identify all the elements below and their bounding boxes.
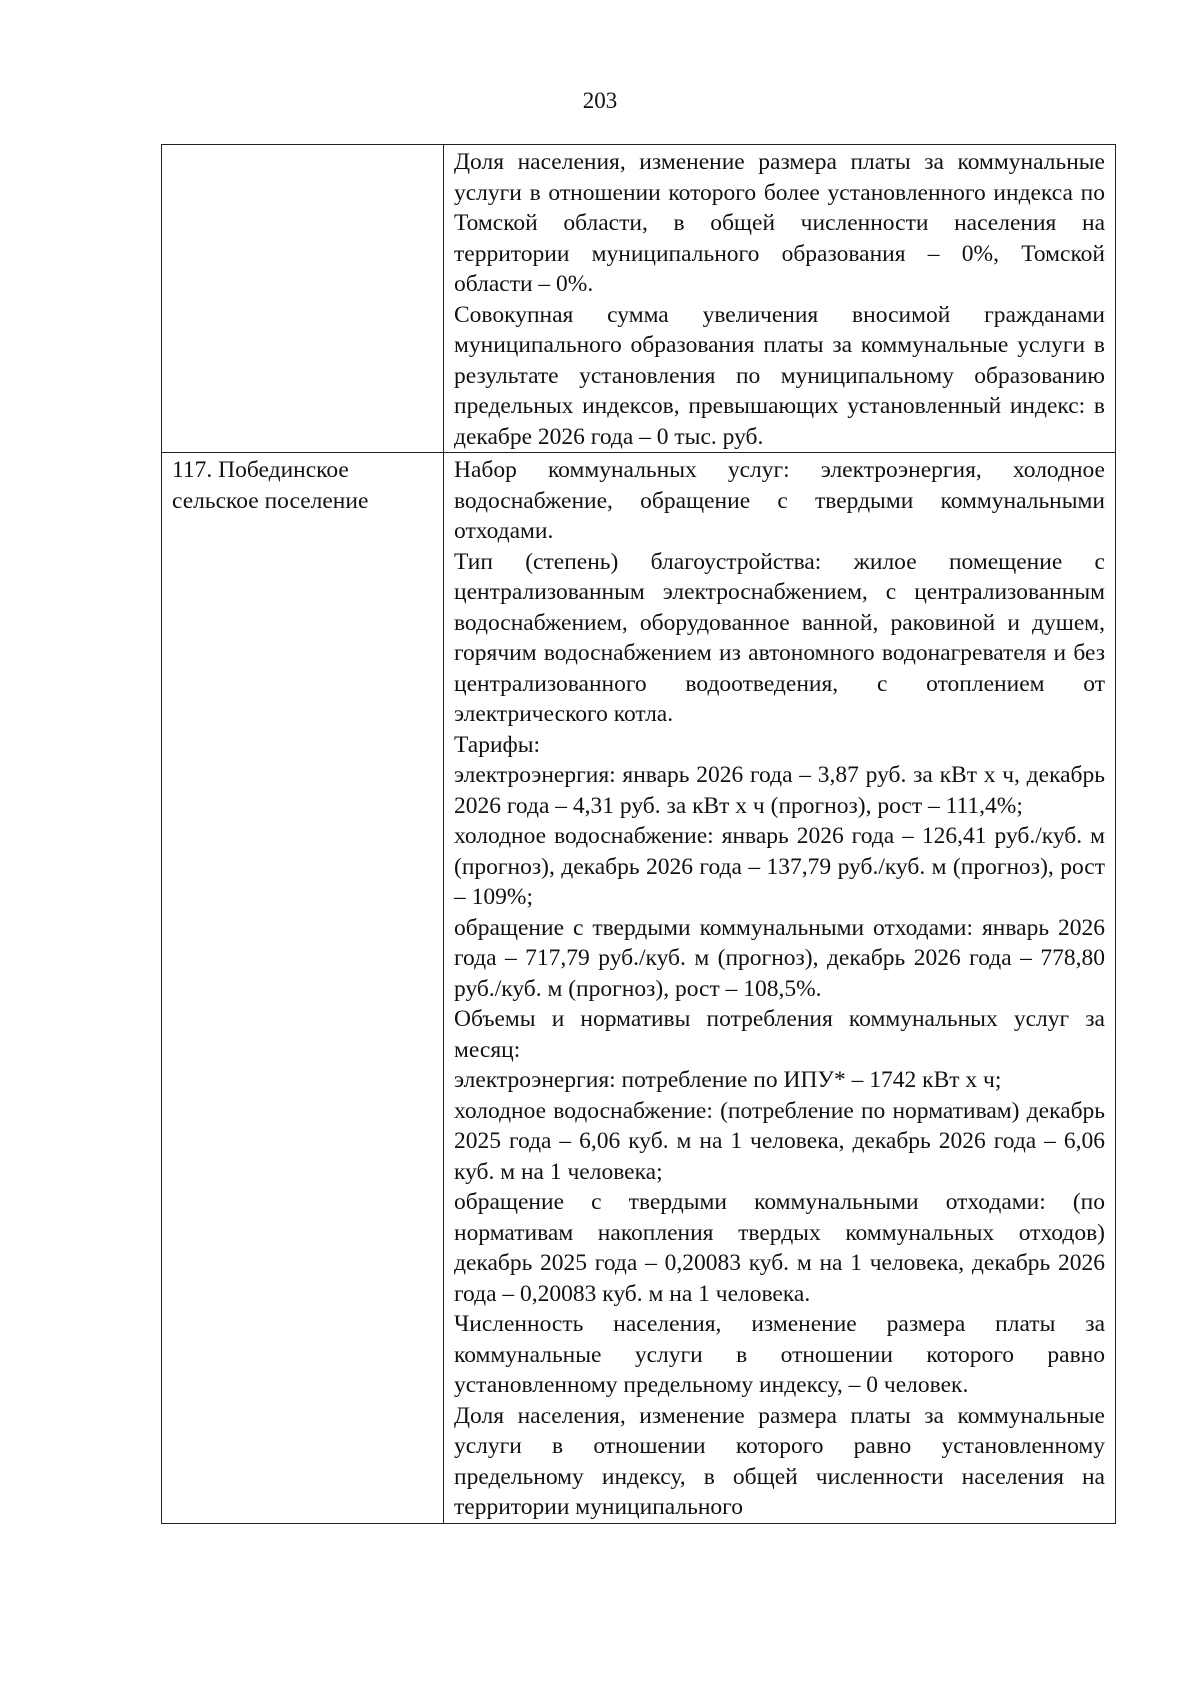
paragraph: Доля населения, изменение размера платы за коммунальные услуги в отношении которого более установленного индекса по Томской области, в общей численности населения на территории муниципального образования – 0%, Томской области – 0%. [454, 149, 1105, 297]
data-table [161, 144, 1116, 1524]
paragraph: обращение с твердыми коммунальными отходами: (по нормативам накопления твердых коммунальных отходов) декабрь 2025 года – 0,20083 куб. м на 1 человека, декабрь 2026 года – 0,20083 куб. м на 1 человека. [454, 1189, 1105, 1307]
paragraph: Тарифы: [454, 731, 541, 758]
paragraph: Доля населения, изменение размера платы за коммунальные услуги в отношении которого равно установленному предельному индексу, в общей численности населения на территории муниципального [454, 1402, 1105, 1520]
row-content-cell [444, 453, 1116, 1524]
paragraph: электроэнергия: январь 2026 года – 3,87 руб. за кВт х ч, декабрь 2026 года – 4,31 руб. за кВт х ч (прогноз), рост – 111,4%; [454, 762, 1105, 819]
paragraph: Тип (степень) благоустройства: жилое помещение с централизованным электроснабжением, с централизованным водоснабжением, оборудованное ванной, раковиной и душем, горячим водоснабжением из автономного водонагревателя и без централизованного водоотведения, с отоплением от электрического котла. [454, 548, 1105, 727]
row-label-cell [162, 145, 444, 453]
row-label-cell [162, 453, 444, 1524]
paragraph: холодное водоснабжение: (потребление по нормативам) декабрь 2025 года – 6,06 куб. м на 1 человека, декабрь 2026 года – 6,06 куб. м на 1 человека; [454, 1097, 1105, 1185]
table-row [162, 145, 1116, 453]
paragraph: Совокупная сумма увеличения вносимой гражданами муниципального образования платы за коммунальные услуги в результате установления по муниципальному образованию предельных индексов, превышающих установленный индекс: в декабре 2026 года – 0 тыс. руб. [454, 301, 1105, 450]
paragraph: Набор коммунальных услуг: электроэнергия, холодное водоснабжение, обращение с твердыми коммунальными отходами. [454, 457, 1105, 544]
paragraph: электроэнергия: потребление по ИПУ* – 1742 кВт х ч; [454, 1067, 1002, 1093]
paragraph: холодное водоснабжение: январь 2026 года – 126,41 руб./куб. м (прогноз), декабрь 2026 года – 137,79 руб./куб. м (прогноз), рост – 109%; [454, 823, 1105, 910]
row-content-cell [444, 145, 1116, 453]
paragraph: Объемы и нормативы потребления коммунальных услуг за месяц: [454, 1006, 1105, 1063]
row-label: 117. Побединское сельское поселение [172, 457, 369, 514]
paragraph: Численность населения, изменение размера платы за коммунальные услуги в отношении которого равно установленному предельному индексу, – 0 человек. [454, 1311, 1105, 1398]
paragraph: обращение с твердыми коммунальными отходами: январь 2026 года – 717,79 руб./куб. м (прогноз), декабрь 2026 года – 778,80 руб./куб. м (прогноз), рост – 108,5%. [454, 914, 1105, 1002]
page-number: 203 [582, 88, 618, 113]
table-row [162, 453, 1116, 1524]
